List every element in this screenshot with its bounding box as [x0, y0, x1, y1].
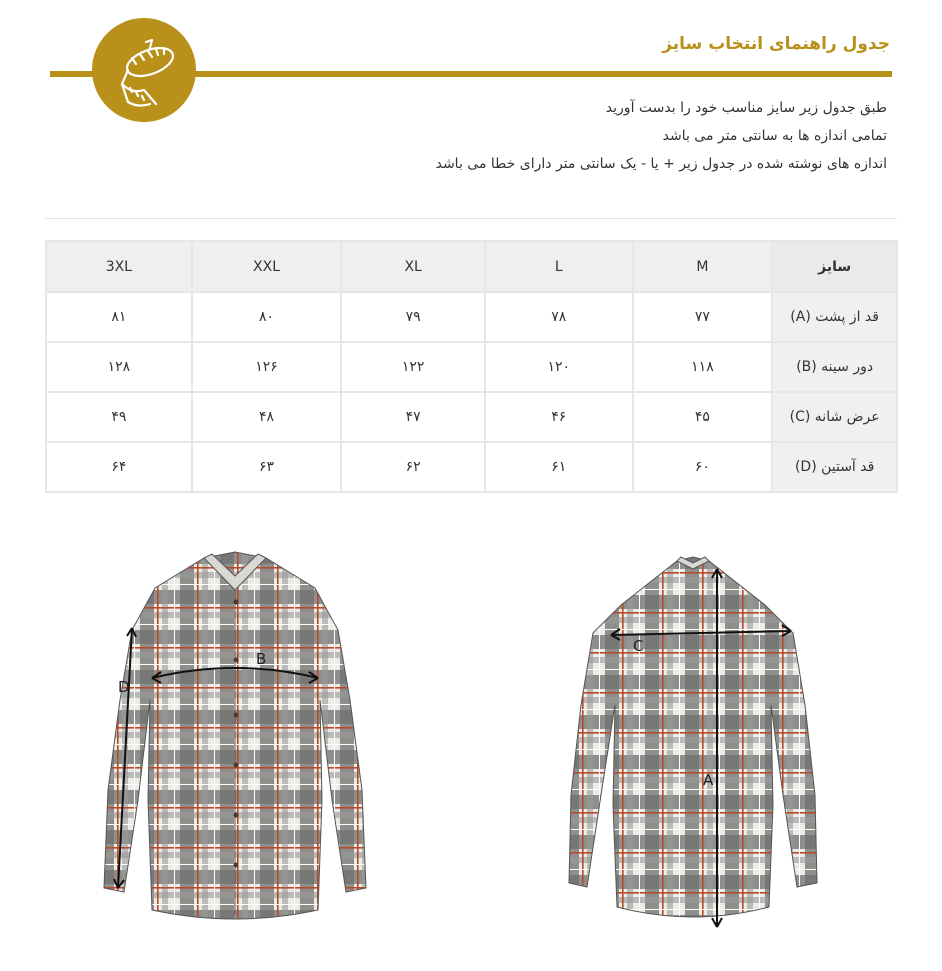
row-label: عرض شانه (C)	[772, 392, 897, 442]
chest-label: B	[256, 650, 267, 668]
size-header: XXL	[192, 241, 342, 292]
instructions	[436, 94, 887, 178]
table-cell: ۴۷	[341, 392, 485, 442]
table-row	[46, 442, 897, 492]
table-cell: ۱۲۸	[46, 342, 192, 392]
table-cell: ۸۱	[46, 292, 192, 342]
size-header: M	[633, 241, 773, 292]
table-cell: ۶۰	[633, 442, 773, 492]
length-label: A	[703, 771, 714, 789]
size-header: 3XL	[46, 241, 192, 292]
table-cell: ۴۸	[192, 392, 342, 442]
table-row	[46, 392, 897, 442]
note-line: تمامی اندازه ها به سانتی متر می باشد	[662, 128, 887, 144]
table-cell: ۴۶	[485, 392, 633, 442]
corner-header: سایز	[772, 241, 897, 292]
shirt-front-diagram	[100, 550, 370, 930]
table-cell: ۷۸	[485, 292, 633, 342]
size-header: L	[485, 241, 633, 292]
row-label: قد آستین (D)	[772, 442, 897, 492]
table-cell: ۶۳	[192, 442, 342, 492]
row-label: دور سینه (B)	[772, 342, 897, 392]
table-cell: ۷۷	[633, 292, 773, 342]
note-line: طبق جدول زیر سایز مناسب خود را بدست آورید	[605, 100, 887, 116]
shoulder-label: C	[633, 637, 644, 655]
table-cell: ۱۲۶	[192, 342, 342, 392]
shirt-back-diagram	[565, 555, 820, 930]
row-label: قد از پشت (A)	[772, 292, 897, 342]
divider	[45, 218, 897, 219]
table-cell: ۶۱	[485, 442, 633, 492]
table-cell: ۶۲	[341, 442, 485, 492]
note-line: اندازه های نوشته شده در جدول زیر + یا - یک سانتی متر دارای خطا می باشد	[435, 156, 887, 172]
table-cell: ۴۹	[46, 392, 192, 442]
sleeve-label: D	[118, 678, 130, 696]
table-cell: ۶۴	[46, 442, 192, 492]
table-row	[46, 292, 897, 342]
table-header-row	[46, 241, 897, 292]
size-header: XL	[341, 241, 485, 292]
table-cell: ۸۰	[192, 292, 342, 342]
measuring-tape-icon	[92, 18, 196, 122]
table-cell: ۱۲۰	[485, 342, 633, 392]
table-cell: ۷۹	[341, 292, 485, 342]
size-table	[45, 240, 898, 493]
table-cell: ۱۲۲	[341, 342, 485, 392]
table-row	[46, 342, 897, 392]
table-cell: ۴۵	[633, 392, 773, 442]
page-title: جدول راهنمای انتخاب سایز	[662, 34, 890, 54]
table-cell: ۱۱۸	[633, 342, 773, 392]
